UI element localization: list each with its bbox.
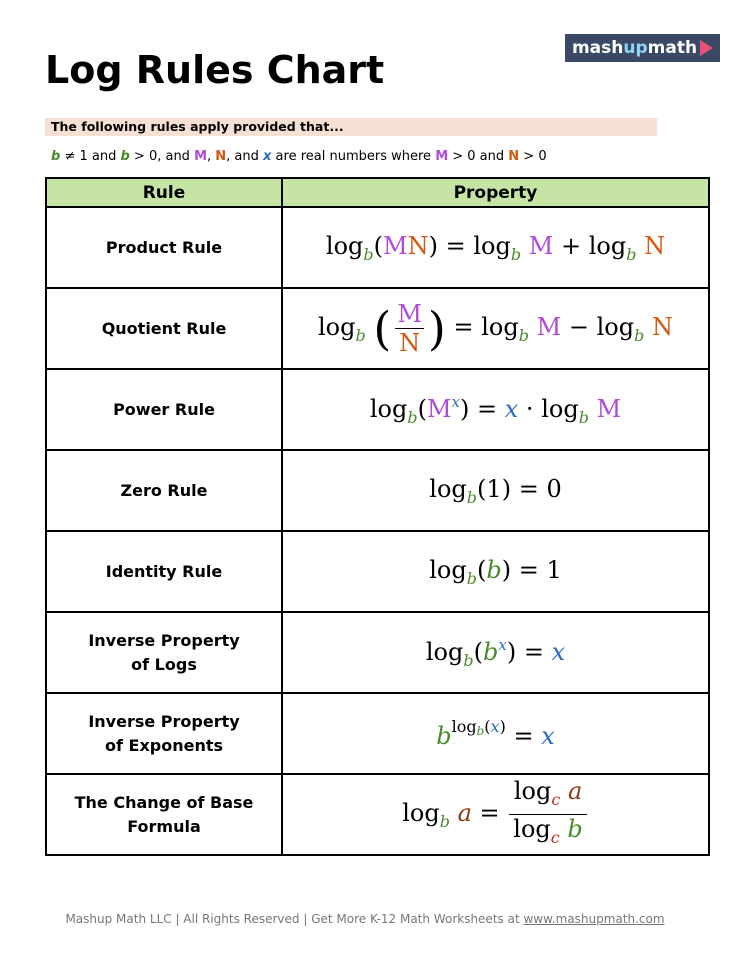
quotient-rule-formula: $\log_b$ ( $\frac{M}{N}$ ) = $\log_b M - \log_b N$ [282,288,709,369]
table-row [46,207,709,288]
table-row [46,693,709,774]
footer: Mashup Math LLC | All Rights Reserved | Get More K-12 Math Worksheets at www.mashupmath.com [65,912,665,926]
rule-name: The Change of Base Formula [46,774,282,855]
rule-name: Quotient Rule [46,288,282,369]
conditions-heading: The following rules apply provided that... [51,119,344,134]
conditions-heading-bar [45,118,657,136]
page-title: Log Rules Chart [45,48,385,92]
product-rule-formula: $\log_b(MN) = \log_b M + \log_b N$ [282,207,709,288]
rule-name: Identity Rule [46,531,282,612]
rule-name: Product Rule [46,207,282,288]
rule-name: Inverse Property of Logs [46,612,282,693]
power-rule-formula: $\log_b(M^x) = x \cdot \log_b M$ [282,369,709,450]
inverse-exponents-formula: $b^{logb(x)} = x$ [282,693,709,774]
rule-name: Inverse Property of Exponents [46,693,282,774]
play-icon [700,40,713,56]
table-row [46,612,709,693]
rule-column-header: Rule [46,178,282,207]
table-header-row [46,178,709,207]
table-row [46,774,709,855]
rule-name: Power Rule [46,369,282,450]
conditions-line: b ≠ 1 and b > 0, and M, N, and x are real numbers where M > 0 and N > 0 [51,149,547,164]
inverse-logs-formula: $\log_b(b^x) = x$ [282,612,709,693]
change-of-base-formula: $\log_b a$ = $\frac{\log_c a}{\log_c b}$ [282,774,709,855]
table-row [46,450,709,531]
identity-rule-formula: $\log_b(b) = 1$ [282,531,709,612]
table-row [46,288,709,369]
table-row [46,531,709,612]
property-column-header: Property [282,178,709,207]
footer-website-link[interactable]: www.mashupmath.com [523,912,665,926]
table-row [46,369,709,450]
mashupmath-logo[interactable] [565,34,720,62]
zero-rule-formula: $\log_b(1) = 0$ [282,450,709,531]
logo-text: mashupmath [571,38,698,58]
rule-name: Zero Rule [46,450,282,531]
log-rules-table [45,177,710,856]
